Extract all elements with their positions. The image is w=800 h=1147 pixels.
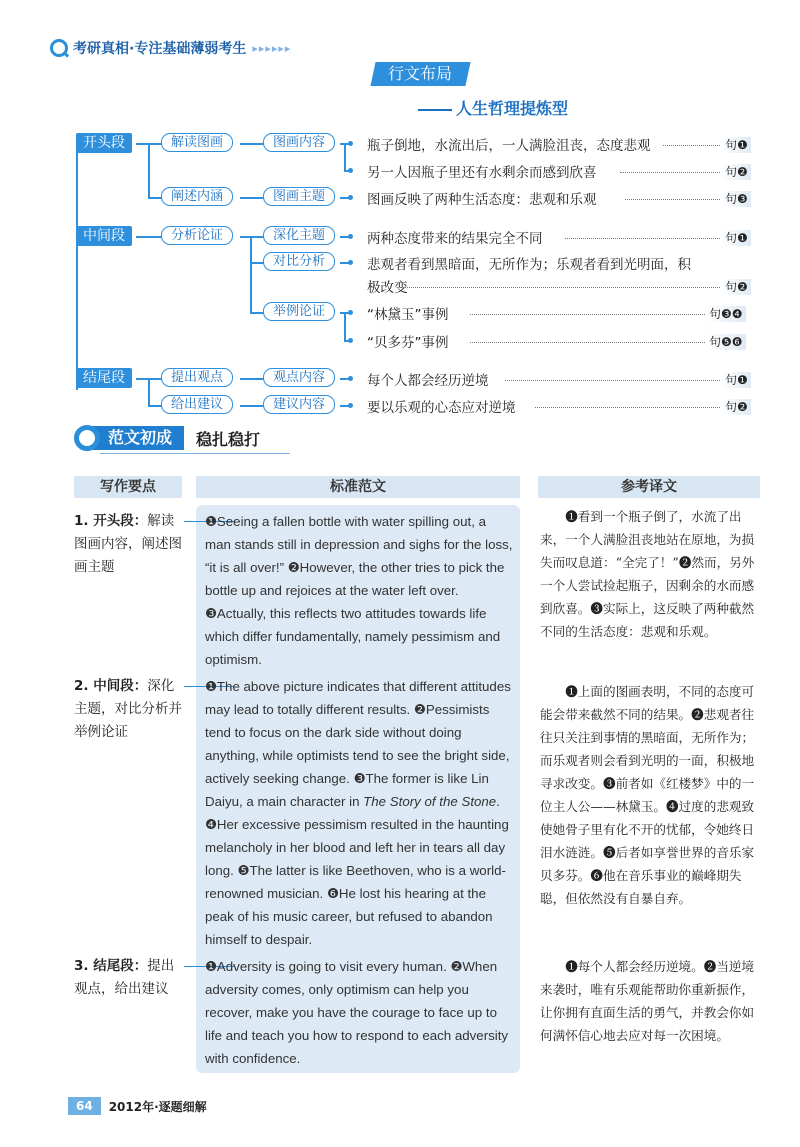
connector [148, 143, 150, 197]
connector [148, 378, 150, 405]
header-brand [50, 38, 291, 58]
search-logo-icon [74, 425, 100, 451]
l2-tag: 阐述内涵 [161, 187, 233, 206]
sample-subtitle: 稳扎稳打 [196, 429, 261, 449]
l3-tag: 图画内容 [263, 133, 335, 152]
leader-dots [625, 199, 720, 200]
bullet-dot-icon [348, 141, 353, 146]
sentence-ref: 句❺❻ [706, 334, 746, 350]
section-title: 行文布局 [370, 62, 470, 86]
connector [240, 197, 264, 199]
sentence-ref: 句❸❹ [706, 306, 746, 322]
stage-tag: 中间段 [76, 226, 132, 246]
sentence-ref: 句❶ [722, 137, 751, 153]
divider [100, 453, 290, 454]
sentence-ref: 句❶ [722, 230, 751, 246]
brand-text: 考研真相·专注基础薄弱考生 [73, 41, 247, 57]
bullet-dot-icon [348, 403, 353, 408]
leader-dots [663, 145, 720, 146]
bullet-dot-icon [348, 168, 353, 173]
connector [148, 197, 162, 199]
footer [68, 1097, 207, 1115]
bullet-dot-icon [348, 338, 353, 343]
sentence-ref: 句❷ [722, 279, 751, 295]
connector [240, 143, 264, 145]
connector [148, 405, 162, 407]
stage-tag: 结尾段 [76, 368, 132, 388]
bullet-dot-icon [348, 310, 353, 315]
connector [240, 236, 264, 238]
sentence-ref: 句❷ [722, 164, 751, 180]
l3-tag: 建议内容 [263, 395, 335, 414]
col-head-points: 写作要点 [74, 476, 182, 498]
connector [250, 236, 252, 312]
essay-paragraph: ❶Seeing a fallen bottle with water spilling out, a man stands still in depression and sighs for the loss, “it is all over!” ❷However, the other tries to pick the bottle up and rejoices at the water left over. ❸Actually, this reflects two attitudes towards life which differ fundamentally, namely pessimism and optimism. [205, 514, 513, 667]
l2-tag: 提出观点 [161, 368, 233, 387]
sentence-ref: 句❸ [722, 191, 751, 207]
outline-row-cont: 极改变 [367, 280, 408, 296]
sample-heading [74, 425, 260, 451]
connector [344, 312, 346, 340]
arrows-icon: ▸▸▸▸▸▸ [252, 41, 292, 55]
outline-row: 另一人因瓶子里还有水剩余而感到欣喜 [367, 165, 597, 181]
l3-tag: 观点内容 [263, 368, 335, 387]
connector [250, 312, 264, 314]
footer-label: 2012年·逐题细解 [108, 1099, 207, 1114]
sentence-ref: 句❷ [722, 399, 751, 415]
col-head-translation: 参考译文 [538, 476, 760, 498]
connector [250, 262, 264, 264]
point-item: 1. 开头段：解读图画内容，阐述图画主题 [74, 513, 182, 575]
page-number: 64 [68, 1097, 101, 1115]
connector [344, 143, 346, 170]
leader-dots [565, 238, 720, 239]
search-logo-icon [50, 39, 68, 57]
leader-dots [470, 342, 705, 343]
l2-tag: 解读图画 [161, 133, 233, 152]
stage-tag: 开头段 [76, 133, 132, 153]
outline-row: 要以乐观的心态应对逆境 [367, 400, 516, 416]
essay-paragraph: ❶The above picture indicates that different attitudes may lead to totally different results. ❷Pessimists tend to focus on the dark side without doing anything, while optimists tend to see the bright side, actively seeking change. ❸The former is like Lin Daiyu, a main character in The Story of the Stone. ❹Her excessive pessimism resulted in the haunting melancholy in her blood and left her in tears all day long. ❺The latter is like Beethoven, who is a world-renowned musician. ❻He lost his hearing at the peak of his music career, but refused to abandon himself to despair. [205, 679, 511, 947]
point-item: 2. 中间段：深化主题，对比分析并举例论证 [74, 678, 182, 740]
l2-tag: 分析论证 [161, 226, 233, 245]
connector [240, 378, 264, 380]
col-head-essay: 标准范文 [196, 476, 520, 498]
connector [240, 405, 264, 407]
sentence-ref: 句❶ [722, 372, 751, 388]
l3-tag: 举例论证 [263, 302, 335, 321]
bullet-dot-icon [348, 234, 353, 239]
outline-row: “林黛玉”事例 [367, 307, 449, 323]
outline-row: 瓶子倒地，水流出后，一人满脸沮丧，态度悲观 [367, 138, 651, 154]
outline-row: 每个人都会经历逆境 [367, 373, 489, 389]
connector [136, 236, 162, 238]
leader-dots [400, 287, 720, 288]
leader-dots [470, 314, 705, 315]
essay-paragraph: ❶Adversity is going to visit every human. ❷When adversity comes, only optimism can help you recover, make you have the courage to face up to life and teach you how to respond to each adversity with confidence. [205, 959, 509, 1066]
bullet-dot-icon [348, 195, 353, 200]
outline-row: 两种态度带来的结果完全不同 [367, 231, 543, 247]
leader-dots [535, 407, 720, 408]
bullet-dot-icon [348, 376, 353, 381]
point-item: 3. 结尾段：提出观点，给出建议 [74, 958, 175, 997]
outline-row: “贝多芬”事例 [367, 335, 449, 351]
outline-row: 图画反映了两种生活态度：悲观和乐观 [367, 192, 597, 208]
sample-title: 范文初成 [90, 426, 184, 450]
translation-paragraph: ❶看到一个瓶子倒了，水流了出来，一个人满脸沮丧地站在原地，为损失而叹息道：“全完了！”❷然而，另外一个人尝试捡起瓶子，因剩余的水而感到欣喜。❸实际上，这反映了两种截然不同的生活态度：悲观和乐观。 [540, 509, 755, 639]
outline-row: 悲观者看到黑暗面，无所作为；乐观者看到光明面，积 [367, 257, 691, 273]
translation-paragraph: ❶上面的图画表明，不同的态度可能会带来截然不同的结果。❷悲观者往往只关注到事情的黑暗面，无所作为；而乐观者则会看到光明的一面，积极地寻求改变。❸前者如《红楼梦》中的一位主人公——林黛玉。❹过度的悲观致使她骨子里有化不开的忧郁，令她终日泪水涟涟。❺后者如享誉世界的音乐家贝多芬。❻他在音乐事业的巅峰期失聪，但依然没有自暴自弃。 [540, 684, 755, 906]
l3-tag: 对比分析 [263, 252, 335, 271]
leader-dots [620, 172, 720, 173]
section-subtitle: 人生哲理提炼型 [418, 96, 568, 119]
stage-vline [76, 138, 78, 390]
l3-tag: 深化主题 [263, 226, 335, 245]
translation-paragraph: ❶每个人都会经历逆境。❷当逆境来袭时，唯有乐观能帮助你重新振作，让你拥有直面生活的勇气，并教会你如何满怀信心地去应对每一次困境。 [540, 959, 755, 1043]
l3-tag: 图画主题 [263, 187, 335, 206]
leader-dots [505, 380, 720, 381]
l2-tag: 给出建议 [161, 395, 233, 414]
bullet-dot-icon [348, 260, 353, 265]
